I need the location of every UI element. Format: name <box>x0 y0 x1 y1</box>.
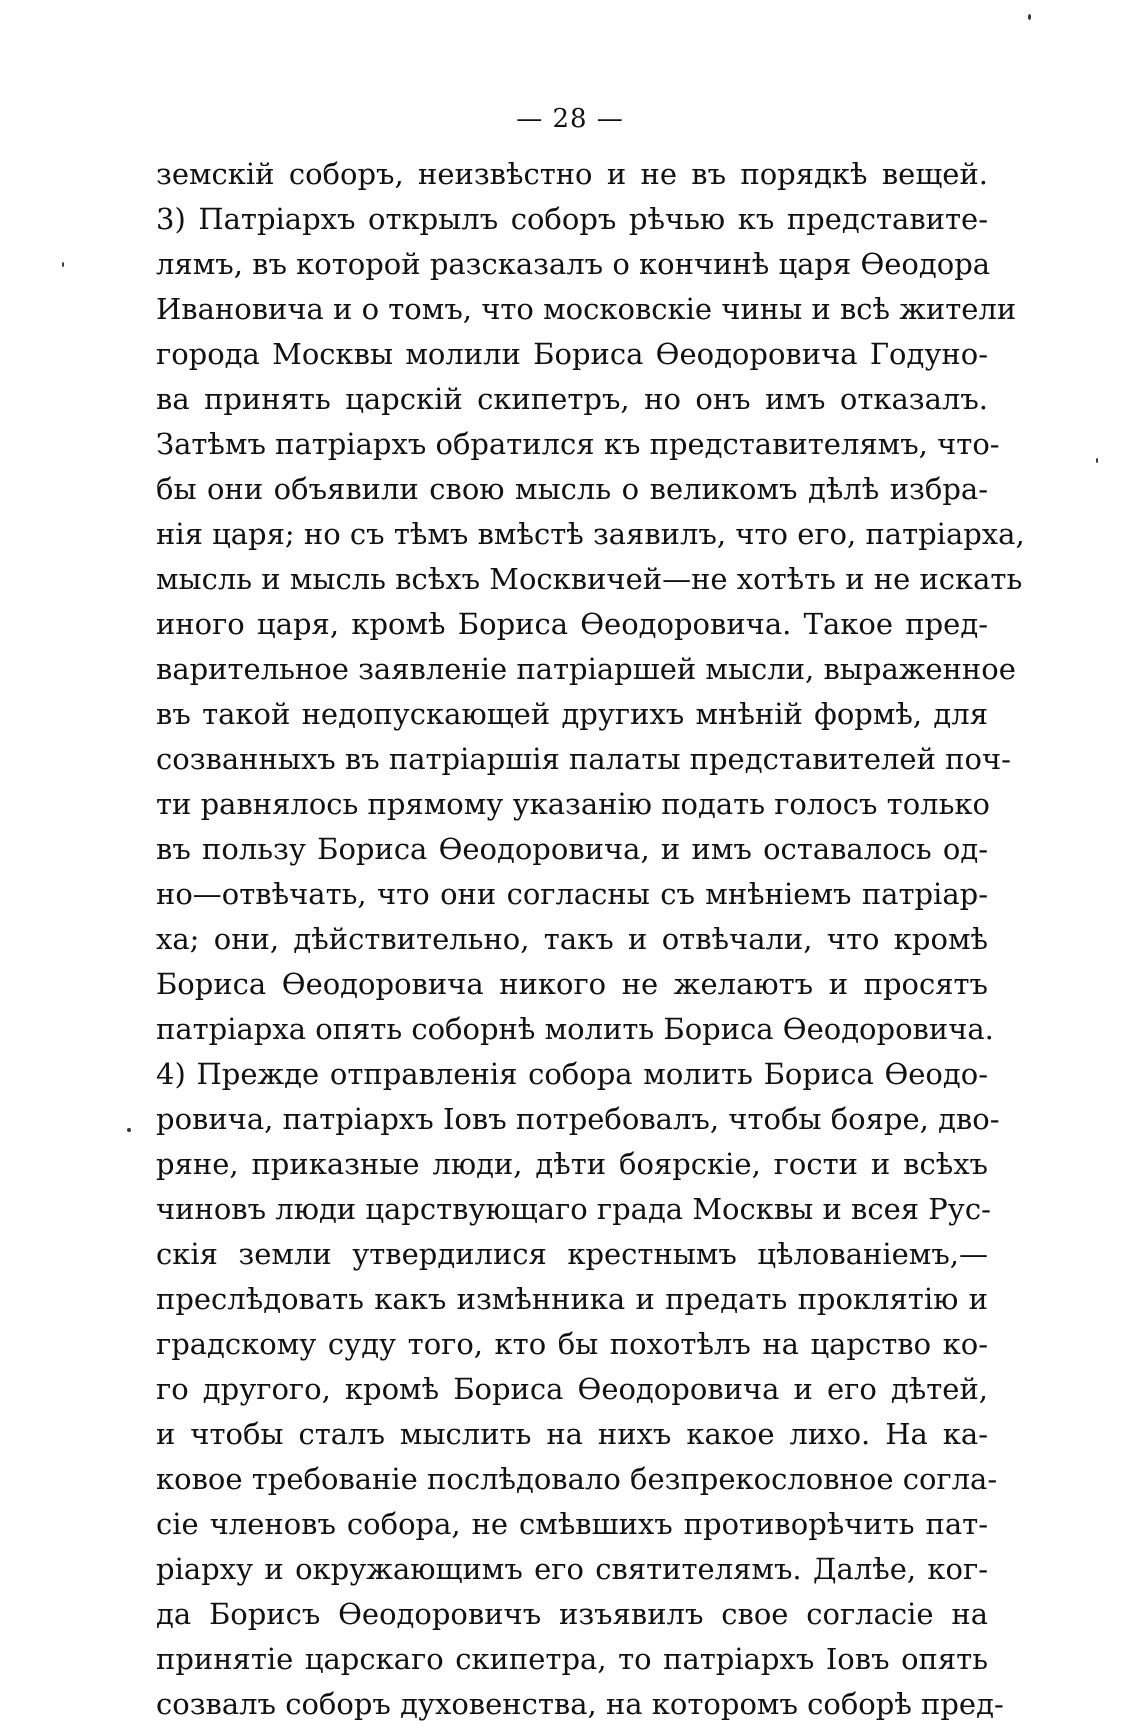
text-line: ковое требованіе послѣдовало безпрекословное согла- <box>156 1462 998 1496</box>
text-line: да Борисъ Ѳеодоровичъ изъявилъ свое согласіе на <box>156 1597 988 1631</box>
text-line: скія земли утвердилися крестнымъ цѣлованіемъ,— <box>156 1237 988 1271</box>
scan-speck <box>62 262 64 267</box>
text-line: ти равнялось прямому указанію подать голосъ только <box>156 787 990 821</box>
text-line: градскому суду того, кто бы похотѣлъ на царство ко- <box>156 1327 988 1361</box>
text-line: принятіе царскаго скипетра, то патріархъ Іовъ опять <box>156 1642 988 1676</box>
text-line: нія царя; но съ тѣмъ вмѣстѣ заявилъ, что его, патріарха, <box>156 517 1025 551</box>
text-line: созвалъ соборъ духовенства, на которомъ соборѣ пред- <box>156 1687 1004 1721</box>
scan-speck <box>1028 14 1031 20</box>
text-line: мысль и мысль всѣхъ Москвичей—не хотѣть и не искать <box>156 562 1023 596</box>
text-line: лямъ, въ которой разсказалъ о кончинѣ царя Ѳеодора <box>156 247 991 281</box>
text-line: въ такой недопускающей другихъ мнѣній формѣ, для <box>156 697 988 731</box>
text-line: ріарху и окружающимъ его святителямъ. Далѣе, ког- <box>156 1552 988 1586</box>
text-line: преслѣдовать какъ измѣнника и предать проклятію и <box>156 1282 988 1316</box>
text-line: въ пользу Бориса Ѳеодоровича, и имъ оставалось од- <box>156 832 988 866</box>
text-line: ряне, приказные люди, дѣти боярскіе, гости и всѣхъ <box>156 1147 988 1181</box>
text-line: ха; они, дѣйствительно, такъ и отвѣчали, что кромѣ <box>156 922 988 956</box>
text-line: но—отвѣчать, что они согласны съ мнѣніемъ патріар- <box>156 877 988 911</box>
text-line: и чтобы сталъ мыслить на нихъ какое лихо. На ка- <box>156 1417 988 1451</box>
text-line: варительное заявленіе патріаршей мысли, выраженное <box>156 652 1016 686</box>
text-line: Бориса Ѳеодоровича никого не желаютъ и просятъ <box>156 967 988 1001</box>
text-line: Ивановича и о томъ, что московскіе чины и всѣ жители <box>156 292 1017 326</box>
text-line: 4) Прежде отправленія собора молить Бориса Ѳеодо- <box>156 1057 988 1091</box>
text-line: города Москвы молили Бориса Ѳеодоровича Годуно- <box>156 337 988 371</box>
text-line: земскій соборъ, неизвѣстно и не въ порядкѣ вещей. <box>156 157 988 191</box>
scan-speck <box>1096 458 1098 463</box>
text-line: ва принять царскій скипетръ, но онъ имъ отказалъ. <box>156 382 988 416</box>
page-number: — 28 — <box>516 104 624 134</box>
text-line: созванныхъ въ патріаршія палаты представителей поч- <box>156 742 1011 776</box>
text-line: чиновъ люди царствующаго града Москвы и всея Рус- <box>156 1192 991 1226</box>
text-line: иного царя, кромѣ Бориса Ѳеодоровича. Такое пред- <box>156 607 988 641</box>
text-line: 3) Патріархъ открылъ соборъ рѣчью къ представите- <box>156 202 988 236</box>
text-line: бы они объявили свою мысль о великомъ дѣлѣ избра- <box>156 472 988 506</box>
text-line: ровича, патріархъ Іовъ потребовалъ, чтобы бояре, дво- <box>156 1102 1000 1136</box>
scan-speck <box>127 1128 131 1132</box>
text-line: сіе членовъ собора, не смѣвшихъ противорѣчить пат- <box>156 1507 988 1541</box>
text-line: патріарха опять соборнѣ молить Бориса Ѳеодоровича. <box>156 1012 994 1046</box>
text-line: го другого, кромѣ Бориса Ѳеодоровича и его дѣтей, <box>156 1372 988 1406</box>
text-line: Затѣмъ патріархъ обратился къ представителямъ, что- <box>156 427 1000 461</box>
body-text <box>156 152 1025 1727</box>
